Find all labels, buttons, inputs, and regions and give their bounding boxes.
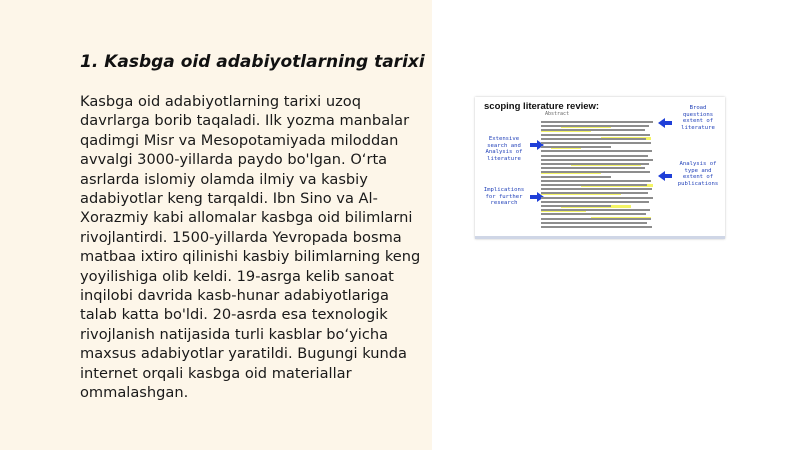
abstract-line [541, 176, 611, 178]
note-analysis-type: Analysis of type and extent of publications [677, 161, 719, 187]
abstract-line [541, 121, 653, 123]
abstract-line [541, 188, 652, 190]
abstract-line [541, 197, 653, 199]
abstract-line [541, 171, 650, 173]
abstract-line [541, 226, 652, 228]
abstract-text-block [541, 119, 657, 231]
abstract-line [541, 138, 646, 140]
abstract-line [541, 150, 652, 152]
abstract-line [541, 167, 645, 169]
figure-footer-bar [475, 236, 725, 239]
note-implications: Implications for further research [483, 187, 525, 207]
figure-heading: scoping literature review: [484, 101, 600, 112]
abstract-line [541, 159, 653, 161]
note-broad-questions: Broad questions extent of literature [681, 105, 715, 131]
abstract-line [541, 146, 611, 148]
abstract-line [541, 142, 651, 144]
abstract-line [541, 218, 651, 220]
figure-subheading: Abstract [545, 111, 570, 117]
scoping-review-figure [475, 97, 725, 239]
abstract-line [541, 134, 650, 136]
abstract-line [541, 180, 651, 182]
arrow-left-icon [658, 118, 672, 128]
abstract-line [541, 184, 647, 186]
abstract-line [541, 125, 649, 127]
abstract-line [541, 209, 650, 211]
abstract-line [541, 163, 649, 165]
abstract-line [541, 201, 649, 203]
arrow-left-icon [658, 171, 672, 181]
slide-body-text: Kasbga oid adabiyotlarning tarixi uzoq davrlarga borib taqaladi. Ilk yozma manbalar qadimgi Misr va Mesopotamiyada miloddan avvalgi 3000-yillarda paydo bo'lgan. O‘rta asrlarda islomiy olamda ilmiy va kasbiy adabiyotlar keng tarqaldi. Ibn Sino va Al-Xorazmiy kabi allomalar kasbga oid bilimlarni rivojlantirdi. 1500-yillarda Yevropada bosma matbaa ixtiro qilinishi kasbiy bilimlarning keng yoyilishiga olib keldi. 19-asrga kelib sanoat inqilobi davrida kasb-hunar adabiyotlariga talab katta bo'ldi. 20-asrda esa texnologik rivojlanish natijasida turli kasblar bo‘yicha maxsus adabiyotlar yaratildi. Bugungi kunda internet orqali kasbga oid materiallar ommalashgan. [80, 93, 421, 402]
note-extensive-search: Extensive search and Analysis of literature [485, 136, 523, 162]
abstract-line [541, 129, 645, 131]
slide-title: 1. Kasbga oid adabiyotlarning tarixi [80, 52, 425, 72]
abstract-line [541, 192, 648, 194]
abstract-line [541, 155, 648, 157]
abstract-line [541, 205, 611, 207]
abstract-line [541, 222, 647, 224]
abstract-line [541, 213, 646, 215]
